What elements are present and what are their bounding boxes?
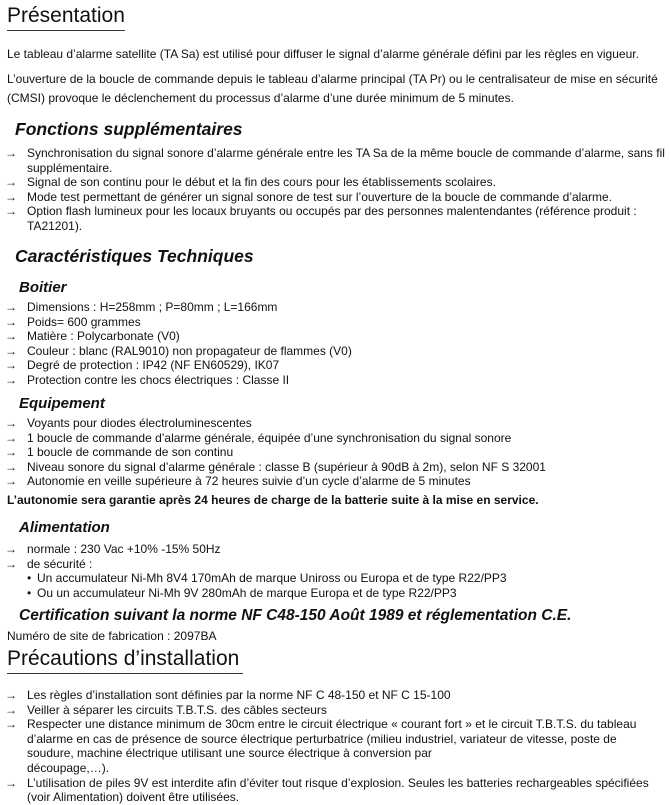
arrow-icon: → (5, 430, 17, 445)
list-item: → Poids= 600 grammes (5, 314, 141, 329)
list-item: → Mode test permettant de générer un signal sonore de test sur l’ouverture de la boucle de commande d’alarme. (5, 189, 612, 204)
presentation-paragraph-1: Le tableau d’alarme satellite (TA Sa) est utilisé pour diffuser le signal d’alarme générale défini par les règles en vigueur. (7, 47, 639, 61)
list-item: → Autonomie en veille supérieure à 72 heures suivie d’un cycle d’alarme de 5 minutes (5, 474, 471, 489)
list-item: → de sécurité : (5, 556, 93, 571)
subsection-title-boitier: Boitier (19, 279, 67, 296)
list-item: → 1 boucle de commande de son continu (5, 445, 234, 460)
title-underline (7, 30, 125, 31)
arrow-icon: → (5, 445, 17, 460)
arrow-icon: → (5, 358, 17, 373)
presentation-paragraph-2: L’ouverture de la boucle de commande depuis le tableau d’alarme principal (TA Pr) ou le centralisateur de mise en sécurité (CMSI) provoque le déclenchement du processus d’alarme d’une durée minimum de 5 minutes. (7, 72, 658, 105)
arrow-icon: → (5, 146, 17, 160)
fabrication-site: Numéro de site de fabrication : 2097BA (7, 629, 217, 643)
arrow-icon: → (5, 775, 17, 790)
list-item: → Matière : Polycarbonate (V0) (5, 329, 180, 344)
list-item: → Les règles d’installation sont définies par la norme NF C 48-150 et NF C 15-100 (5, 688, 451, 702)
certification-title: Certification suivant la norme NF C48-150 Août 1989 et réglementation C.E. (19, 607, 572, 624)
autonomie-note: L’autonomie sera garantie après 24 heures de charge de la batterie suite à la mise en service. (7, 493, 539, 507)
list-item: → Dimensions : H=258mm ; P=80mm ; L=166mm (5, 300, 278, 314)
list-item-continuation: découpage,…). (27, 760, 110, 775)
arrow-icon: → (5, 702, 17, 717)
list-item: → L’utilisation de piles 9V est interdite afin d’éviter tout risque d’explosion. Seules les batteries rechargeables spécifiées (voir Alimentation) doivent être utilisées. (5, 775, 649, 805)
list-item: → Degré de protection : IP42 (NF EN60529), IK07 (5, 358, 280, 373)
list-item: → normale : 230 Vac +10% -15% 50Hz (5, 542, 221, 556)
sub-list-item: • Ou un accumulateur Ni-Mh 9V 280mAh de marque Europa et de type R22/PP3 (27, 585, 457, 600)
arrow-icon: → (5, 416, 17, 430)
arrow-icon: → (5, 372, 17, 387)
arrow-icon: → (5, 314, 17, 329)
boitier-list (5, 300, 665, 388)
arrow-icon: → (5, 688, 17, 702)
arrow-icon: → (5, 459, 17, 474)
list-item: → Respecter une distance minimum de 30cm entre le circuit électrique « courant fort » et le circuit T.B.T.S. du tableau d’alarme en cas de présence de source électrique perturbatrice (milieu industriel, variateur de vitesse, poste de soudure, machine électrique utilisant une source électrique à conversion par (5, 717, 637, 761)
arrow-icon: → (5, 189, 17, 204)
arrow-icon: → (5, 175, 17, 190)
arrow-icon: → (5, 717, 17, 732)
arrow-icon: → (5, 300, 17, 314)
list-item: → Synchronisation du signal sonore d’alarme générale entre les TA Sa de la même boucle de commande d’alarme, sans fil supplémentaire. (5, 146, 665, 175)
list-item: → 1 boucle de commande d’alarme générale, équipée d’une synchronisation du signal sonore (5, 430, 512, 445)
sub-list-item: • Un accumulateur Ni-Mh 8V4 170mAh de marque Uniross ou Europa et de type R22/PP3 (27, 571, 507, 585)
bullet-icon: • (27, 585, 32, 600)
title-underline (7, 673, 243, 674)
section-title-presentation: Présentation (7, 4, 125, 27)
arrow-icon: → (5, 542, 17, 556)
list-item: → Voyants pour diodes électroluminescentes (5, 416, 252, 430)
list-item: → Signal de son continu pour le début et la fin des cours pour les établissements scolaires. (5, 175, 496, 190)
bullet-icon: • (27, 571, 32, 585)
section-title-precautions: Précautions d’installation (7, 647, 240, 670)
list-item: → Couleur : blanc (RAL9010) non propagateur de flammes (V0) (5, 343, 352, 358)
section-title-fonctions: Fonctions supplémentaires (15, 119, 243, 139)
arrow-icon: → (5, 329, 17, 344)
list-item: → Protection contre les chocs électriques : Classe II (5, 372, 290, 387)
alimentation-sublist (5, 571, 645, 600)
list-item: → Veiller à séparer les circuits T.B.T.S. des câbles secteurs (5, 702, 327, 717)
subsection-title-equipement: Equipement (19, 395, 105, 412)
arrow-icon: → (5, 204, 17, 219)
arrow-icon: → (5, 556, 17, 571)
fonctions-list (5, 146, 665, 234)
alimentation-list (5, 542, 665, 571)
equipement-list (5, 416, 665, 489)
arrow-icon: → (5, 343, 17, 358)
section-title-caracteristiques: Caractéristiques Techniques (15, 246, 254, 266)
list-item: → Niveau sonore du signal d’alarme générale : classe B (supérieur à 90dB à 2m), selon NF S 32001 (5, 459, 546, 474)
list-item: → Option flash lumineux pour les locaux bruyants ou occupés par des personnes malentendantes (référence produit : TA21201). (5, 204, 637, 233)
arrow-icon: → (5, 474, 17, 489)
precautions-list (5, 688, 665, 805)
subsection-title-alimentation: Alimentation (19, 519, 110, 536)
